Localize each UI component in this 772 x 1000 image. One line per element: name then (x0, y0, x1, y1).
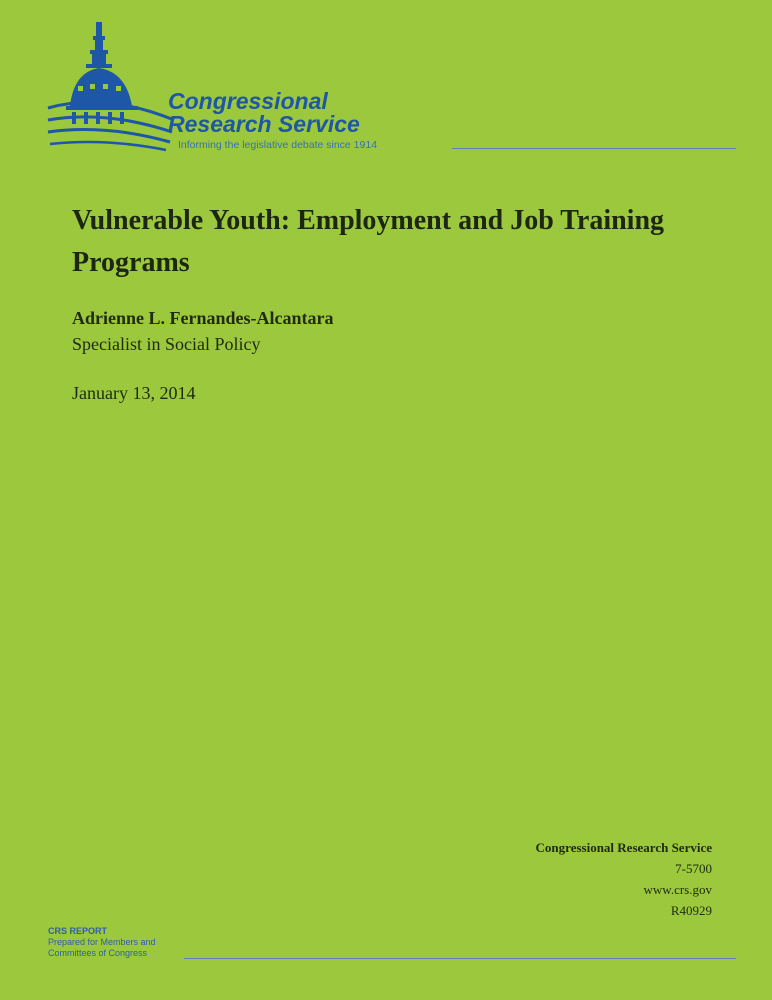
footer-website: www.crs.gov (643, 882, 712, 897)
publication-date: January 13, 2014 (72, 383, 196, 403)
footer-rule (184, 958, 736, 959)
wordmark-line-1: Congressional (168, 88, 328, 114)
author-role: Specialist in Social Policy (72, 334, 261, 354)
wordmark-line-2: Research Service (168, 111, 360, 137)
crs-wordmark (168, 90, 360, 136)
report-label: CRS REPORT (48, 926, 108, 936)
tagline: Informing the legislative debate since 1914 (178, 139, 378, 151)
author-name: Adrienne L. Fernandes-Alcantara (72, 308, 334, 328)
footer-report-number: R40929 (670, 903, 712, 918)
report-line-1: Prepared for Members and (48, 937, 156, 947)
header-rule (452, 148, 736, 149)
report-line-2: Committees of Congress (48, 948, 148, 958)
capitol-dome-logo-icon (46, 20, 176, 155)
crs-report-block (48, 926, 156, 959)
footer-info (536, 837, 712, 921)
document-title: Vulnerable Youth: Employment and Job Training Programs (72, 205, 665, 278)
footer-code: 7-5700 (675, 861, 712, 876)
footer-org: Congressional Research Service (535, 840, 712, 855)
